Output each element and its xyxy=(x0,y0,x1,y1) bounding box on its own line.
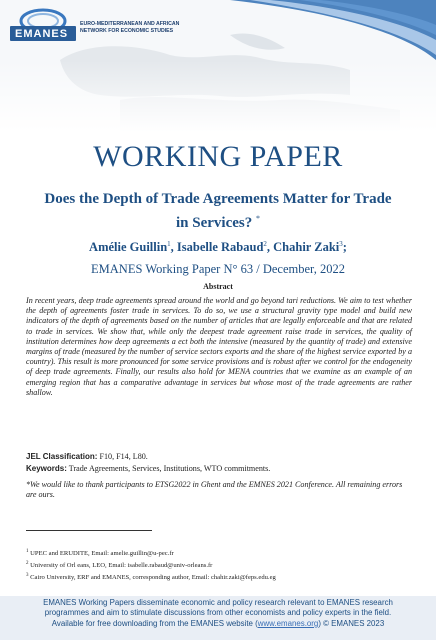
footnote-mark: 2 xyxy=(26,561,29,567)
logo-tagline: EURO-MEDITERRANEAN AND AFRICAN NETWORK FOR ECONOMIC STUDIES xyxy=(80,21,180,34)
footnote-mark: 1 xyxy=(26,549,29,554)
paper-title-mark: * xyxy=(256,214,260,223)
author-mark: 1 xyxy=(167,240,171,248)
author-separator: , xyxy=(266,240,274,255)
abstract-text xyxy=(26,296,412,398)
footnote-text: Cairo University, ERF and EMANES, corresponding author, Email: chahir.zaki@feps.edu.eg xyxy=(30,574,276,582)
footnote-divider xyxy=(26,530,152,531)
author-list xyxy=(0,240,436,255)
abstract-paragraph: In recent years, deep trade agreements spread around the world and go beyond tari reductions. We aim to test whether the depth of agreements foster trade in services. To do so, we use a structural gravity type model and build new indicators of the depth of agreements based on the number of articles that are legally enforceable and that are related to trade in services. We show that, while only the deepest trade agreement raise trade in services, the quality of institution determines how deep agreements a ect both the intensive (measured by the quantity of trade) and extensive margins of trade (measured by the number of service sectors exports and the share of the highest service exported by a country). This result is more pronounced for some service provisions and is robust after we control for the endogeneity of deep trade agreements. Finally, our results also hold for MENA countries that we examine as an example of an emerging region that has a comparative advantage in services but whose most of the trade agreements are rather shallow. xyxy=(26,296,412,397)
jel-value: F10, F14, L80. xyxy=(99,452,148,461)
footer-text xyxy=(8,598,428,629)
emanes-website-link[interactable]: www.emanes.org xyxy=(257,618,319,628)
footnotes xyxy=(26,547,416,584)
author-name: Isabelle Rabaud xyxy=(176,240,264,255)
abstract-heading: Abstract xyxy=(203,282,233,291)
footnote-item xyxy=(26,571,416,583)
keywords-label: Keywords: xyxy=(26,464,67,473)
footer-line: EMANES Working Papers disseminate economic and policy research relevant to EMANES research xyxy=(43,598,393,607)
author-mark: 2 xyxy=(263,240,267,248)
paper-title-text: Does the Depth of Trade Agreements Matter for Trade in Services? xyxy=(44,191,392,231)
footnote-text: UPEC and ERUDITE, Email: amelie.guillin@u-pec.fr xyxy=(30,550,174,558)
logo-wordmark: EMANES xyxy=(15,28,69,40)
jel-label: JEL Classification: xyxy=(26,452,98,461)
jel-classification xyxy=(26,452,148,461)
footnote-item xyxy=(26,559,416,571)
paper-title xyxy=(40,190,396,233)
footer-line-text: Available for free downloading from the EMANES website ( xyxy=(51,618,258,628)
author-separator: ; xyxy=(342,240,347,255)
emanes-logo xyxy=(10,8,200,48)
footnote-text: University of Orl eans, LEO, Email: isabelle.rabaud@univ-orleans.fr xyxy=(30,562,213,570)
working-paper-number: EMANES Working Paper N° 63 / December, 2022 xyxy=(91,262,345,276)
footnote-mark: 3 xyxy=(26,573,29,579)
keywords-value: Trade Agreements, Services, Institutions, WTO commitments. xyxy=(68,464,271,473)
keywords xyxy=(26,464,270,473)
footer-line: programmes and aim to stimulate discussions from other economists and policy experts in the field. xyxy=(44,608,392,618)
page-title: WORKING PAPER xyxy=(93,140,343,173)
acknowledgement-note: *We would like to thank participants to ETSG2022 in Ghent and the EMNES 2021 Conference. All remaining errors are ours. xyxy=(26,480,403,500)
footer-line xyxy=(8,619,428,629)
author-name: Chahir Zaki xyxy=(273,240,340,255)
author-separator: , xyxy=(170,240,177,255)
footer-line-text: ) © EMANES 2023 xyxy=(318,618,385,628)
author-mark: 3 xyxy=(339,240,343,248)
footnote-item xyxy=(26,547,416,559)
author-name: Amélie Guillin xyxy=(89,240,168,255)
